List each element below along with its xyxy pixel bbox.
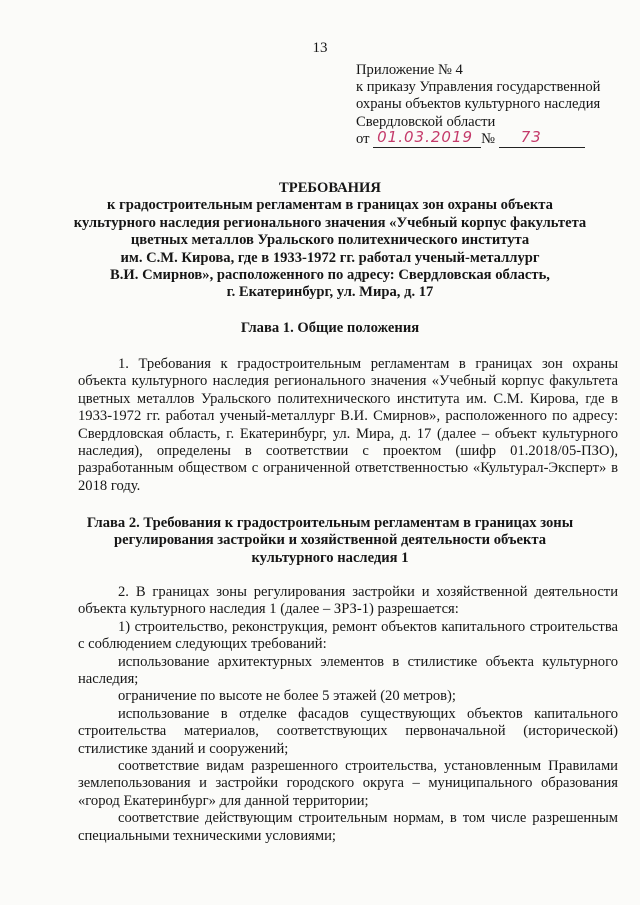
title-line: культурного наследия регионального значения «Учебный корпус факультета xyxy=(73,214,587,231)
paragraph: использование архитектурных элементов в стилистике объекта культурного наследия; xyxy=(78,653,618,688)
date-field xyxy=(373,127,481,148)
appendix-line: охраны объектов культурного наследия xyxy=(356,96,601,113)
title-line: ТРЕБОВАНИЯ xyxy=(279,180,381,196)
title-line: к градостроительным регламентам в границах зон охраны объекта xyxy=(107,197,553,214)
document-title xyxy=(20,180,640,302)
chapter2-heading xyxy=(20,515,640,567)
paragraph: ограничение по высоте не более 5 этажей (20 метров); xyxy=(118,688,456,705)
chapter1-body xyxy=(78,356,618,495)
from-label: от xyxy=(356,130,370,147)
chapter2-body xyxy=(78,584,618,845)
number-label: № xyxy=(481,130,496,147)
chapter2-heading-line: Глава 2. Требования к градостроительным регламентам в границах зоны xyxy=(86,515,574,531)
chapter2-heading-line: регулирования застройки и хозяйственной деятельности объекта xyxy=(113,532,547,549)
title-line: В.И. Смирнов», расположенного по адресу: Свердловская область, xyxy=(110,267,550,284)
paragraph: 2. В границах зоны регулирования застройки и хозяйственной деятельности объекта культурного наследия 1 (далее – ЗРЗ-1) разрешается: xyxy=(78,584,618,618)
paragraph: 1) строительство, реконструкция, ремонт объектов капитального строительства с соблюдением следующих требований: xyxy=(78,618,618,653)
title-line: цветных металлов Уральского политехнического института xyxy=(130,232,530,249)
appendix-line: Приложение № 4 xyxy=(356,62,463,78)
appendix-line: Свердловской области xyxy=(356,113,496,130)
chapter2-heading-line: культурного наследия 1 xyxy=(251,549,409,566)
paragraph: соответствие действующим строительным нормам, в том числе разрешенным специальными техническими условиями; xyxy=(78,810,618,844)
paragraph: 1. Требования к градостроительным регламентам в границах зон охраны объекта культурного наследия регионального значения «Учебный корпус факультета цветных металлов Уральского политехнического института им. С.М. Кирова, где в 1933-1972 гг. работал ученый-металлург В.И. Смирнов», расположенного по адресу: Свердловская область, г. Екатеринбург, ул. Мира, д. 17 (далее – объект культурного наследия), определены в соответствии с проектом (шифр 01.2018/05-ПЗО), разработанным обществом с ограниченной ответственностью «Культурал-Эксперт» в 2018 году. xyxy=(78,356,618,494)
appendix-date-line xyxy=(356,127,601,148)
handwritten-number: 73 xyxy=(520,127,542,146)
chapter1-heading xyxy=(20,320,640,337)
appendix-line: к приказу Управления государственной xyxy=(356,79,601,96)
title-line: г. Екатеринбург, ул. Мира, д. 17 xyxy=(226,284,434,301)
title-line: им. С.М. Кирова, где в 1933-1972 гг. работал ученый-металлург xyxy=(120,249,540,266)
appendix-block xyxy=(356,62,601,148)
number-field xyxy=(499,127,585,148)
paragraph: использование в отделке фасадов существующих объектов капитального строительства материалов, соответствующих первоначальной (исторической) стилистике зданий и сооружений; xyxy=(78,705,618,757)
page-number: 13 xyxy=(312,40,328,56)
paragraph: соответствие видам разрешенного строительства, установленным Правилами землепользования и застройки городского округа – муниципального образования «город Екатеринбург» для данной территории; xyxy=(78,758,618,809)
chapter1-heading-text: Глава 1. Общие положения xyxy=(240,320,420,336)
handwritten-date: 01.03.2019 xyxy=(377,127,474,146)
